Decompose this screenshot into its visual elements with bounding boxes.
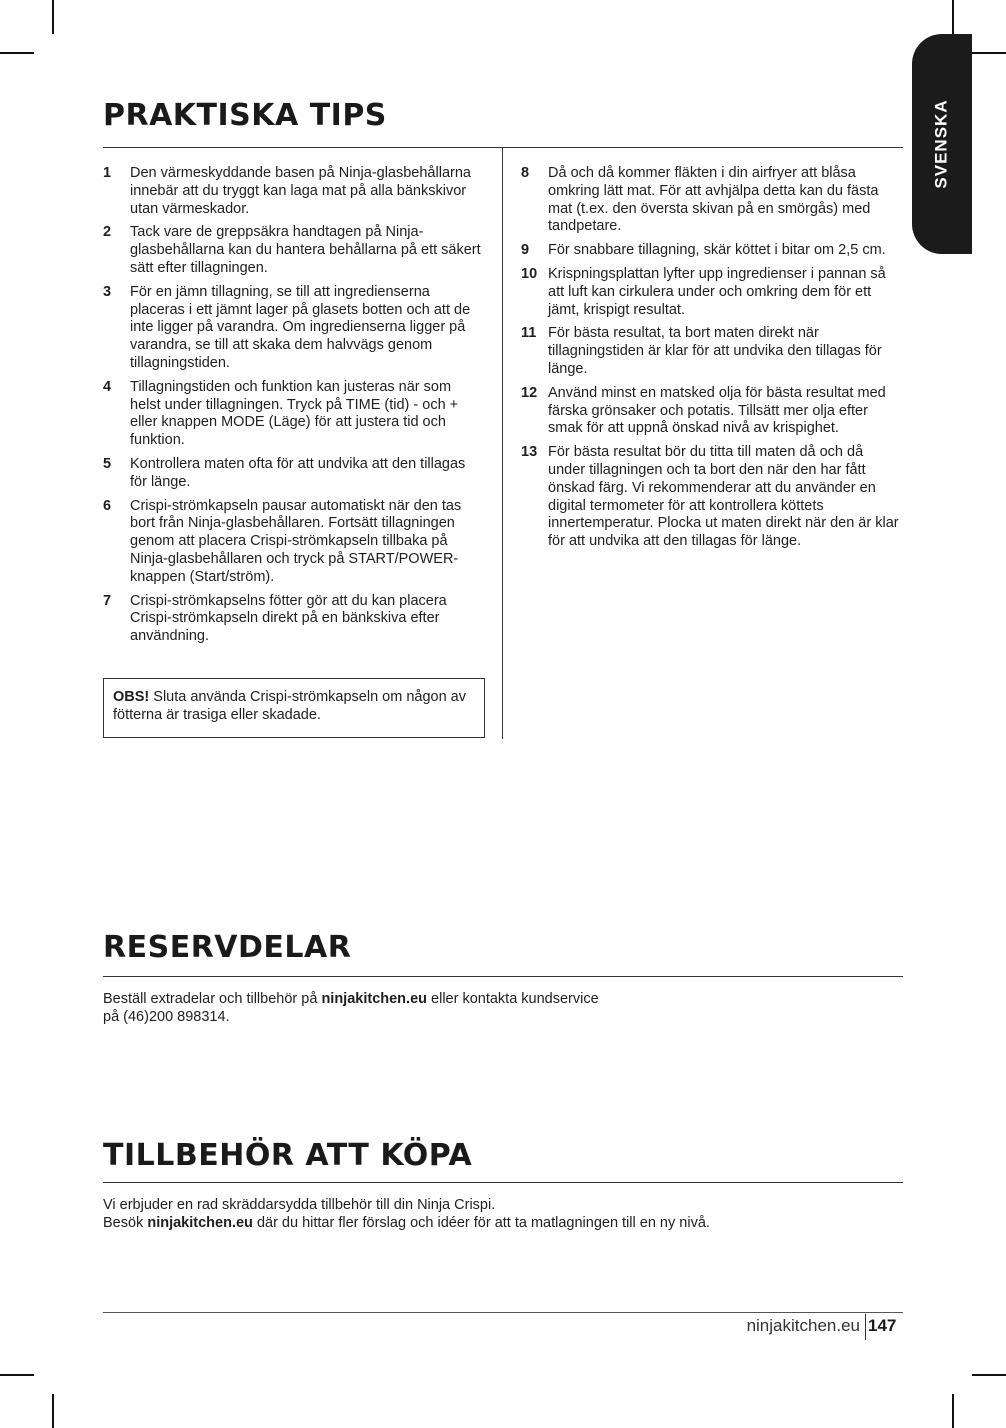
tip-text: För en jämn tillagning, se till att ingredienserna placeras i ett jämnt lager på glasets botten och att de inte ligger på varandra. Om ingredienserna ligger på varandra, se till att skaka dem halvvägs genom tillagningstiden. [130, 283, 471, 371]
crop-mark [0, 52, 34, 54]
accessories-text [103, 1196, 903, 1232]
crop-mark [0, 1374, 34, 1376]
tip-number: 7 [103, 592, 112, 609]
tip-number: 13 [521, 444, 538, 461]
tip-item [521, 444, 903, 551]
parts-text-after: eller kontakta kundservice [431, 991, 599, 1007]
warning-label: OBS! [113, 689, 150, 705]
tip-item [103, 284, 481, 373]
tip-item [521, 165, 903, 236]
tip-number: 6 [103, 497, 112, 514]
parts-rule [103, 976, 903, 977]
tip-text: Tack vare de greppsäkra handtagen på Ninja-glasbehållarna kan du hantera behållarna på ett säkert sätt efter tillagningen. [130, 224, 481, 276]
parts-text [103, 990, 903, 1026]
tip-text: Crispi-strömkapselns fötter gör att du kan placera Crispi-strömkapseln direkt på en bänkskiva efter användning. [130, 592, 447, 645]
page-number: 147 [868, 1316, 897, 1335]
tip-number: 1 [103, 165, 112, 181]
tip-item [103, 498, 481, 587]
warning-text: Sluta använda Crispi-strömkapseln om någon av fötterna är trasiga eller skadade. [113, 689, 467, 723]
parts-text-before: Beställ extradelar och tillbehör på [103, 991, 318, 1007]
crop-mark [952, 0, 954, 34]
tip-text: Krispningsplattan lyfter upp ingredienser i pannan så att luft kan cirkulera under och omkring dem för ett jämt, krispigt resultat. [548, 265, 886, 318]
tip-number: 8 [521, 165, 530, 181]
tip-item [521, 325, 903, 378]
tip-number: 3 [103, 283, 112, 300]
tip-text: För bästa resultat bör du titta till maten då och då under tillagningen och ta bort den när den har fått önskad färg. Vi rekommenderar att du använder en digital termometer för att kontrollera köttets innertemperatur. Plocka ut maten direkt när den är klar för att undvika att den tillagas för länge. [548, 444, 899, 550]
tip-item [521, 242, 903, 260]
footer-separator [865, 1314, 866, 1340]
parts-title: RESERVDELAR [103, 930, 352, 965]
tip-item [103, 165, 481, 218]
accessories-line2-after: där du hittar fler förslag och idéer för att ta matlagningen till en ny nivå. [256, 1215, 710, 1231]
tip-item [103, 593, 481, 646]
tip-number: 4 [103, 378, 112, 395]
tip-text: Kontrollera maten ofta för att undvika att den tillagas för länge. [130, 455, 466, 490]
accessories-rule [103, 1182, 903, 1183]
tip-item [103, 456, 481, 492]
tip-item [521, 385, 903, 438]
footer-site: ninjakitchen.eu [746, 1316, 860, 1335]
parts-phone: på (46)200 898314. [103, 1009, 230, 1025]
crop-mark [52, 1394, 54, 1428]
language-tab-label: SVENSKA [932, 99, 951, 189]
tips-title: PRAKTISKA TIPS [103, 98, 387, 133]
tip-number: 2 [103, 224, 112, 241]
tip-number: 5 [103, 455, 112, 472]
tip-number: 11 [521, 325, 537, 342]
accessories-link[interactable]: ninjakitchen.eu [147, 1215, 253, 1231]
accessories-title: TILLBEHÖR ATT KÖPA [103, 1138, 473, 1173]
tip-text: För bästa resultat, ta bort maten direkt när tillagningstiden är klar för att undvika den tillagas för länge. [548, 325, 882, 377]
tip-item [521, 266, 903, 319]
tip-text: Använd minst en matsked olja för bästa resultat med färska grönsaker och potatis. Tillsätt mer olja efter smak för att uppnå önskad nivå av krispighet. [548, 384, 886, 437]
tips-left-column [103, 165, 481, 652]
tip-text: För snabbare tillagning, skär köttet i bitar om 2,5 cm. [548, 242, 886, 259]
tip-text: Crispi-strömkapseln pausar automatiskt när den tas bort från Ninja-glasbehållaren. Fortsätt tillagningen genom att placera Crispi-strömkapseln tillbaka på Ninja-glasbehållaren och tryck på START/POWER-knappen (Start/ström). [130, 497, 462, 585]
tip-text: Tillagningstiden och funktion kan justeras när som helst under tillagningen. Tryck på TIME (tid) - och + eller knappen MODE (Läge) för att justera tid och funktion. [130, 378, 459, 449]
tip-item [103, 224, 481, 277]
column-divider [502, 147, 503, 739]
tip-number: 12 [521, 384, 538, 401]
tips-right-column [521, 165, 903, 557]
accessories-line2-before: Besök [103, 1215, 144, 1231]
crop-mark [52, 0, 54, 34]
language-tab-label-wrap [912, 34, 972, 254]
crop-mark [972, 1374, 1006, 1376]
tip-text: Då och då kommer fläkten i din airfryer att blåsa omkring lätt mat. För att avhjälpa detta kan du fästa mat (t.ex. den översta skivan på en smörgås) med tandpetare. [548, 165, 879, 235]
footer-rule [103, 1312, 903, 1313]
crop-mark [972, 52, 1006, 54]
tip-number: 9 [521, 242, 530, 259]
tip-number: 10 [521, 265, 538, 282]
tip-item [103, 379, 481, 450]
tip-text: Den värmeskyddande basen på Ninja-glasbehållarna innebär att du tryggt kan laga mat på alla bänkskivor utan värmeskador. [130, 165, 471, 217]
parts-link[interactable]: ninjakitchen.eu [321, 991, 427, 1007]
crop-mark [952, 1394, 954, 1428]
accessories-line1: Vi erbjuder en rad skräddarsydda tillbehör till din Ninja Crispi. [103, 1197, 496, 1213]
tips-rule [103, 147, 903, 148]
warning-note [103, 678, 485, 738]
